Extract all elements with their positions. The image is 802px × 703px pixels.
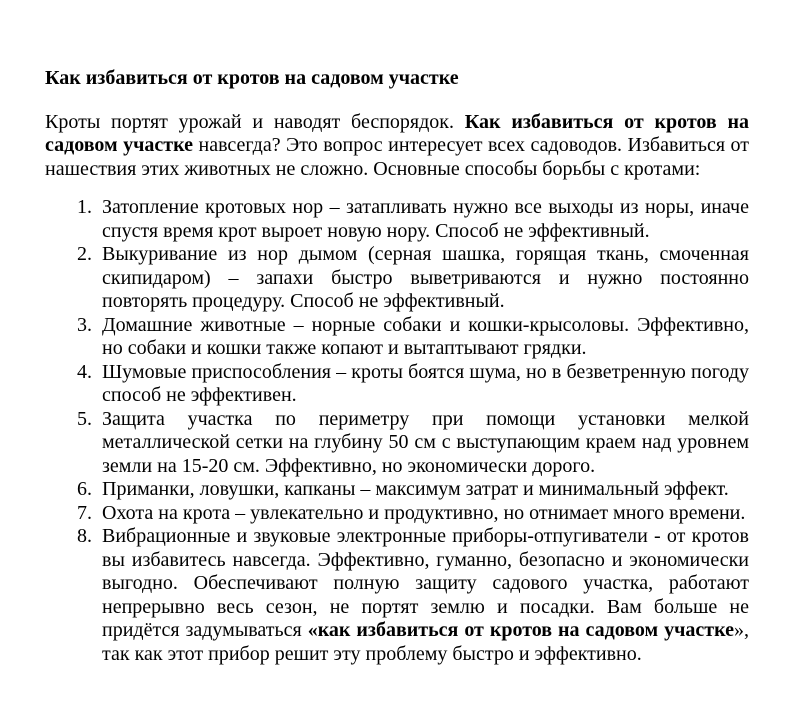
item-text: Приманки, ловушки, капканы – максимум затрат и минимальный эффект. [102, 478, 729, 500]
item-number: 7. [77, 501, 92, 524]
item-text: Домашние животные – норные собаки и кошки-крысоловы. Эффективно, но собаки и кошки также копают и вытаптывают грядки. [102, 313, 749, 359]
list-item-smoke [45, 243, 749, 314]
document-title: Как избавиться от кротов на садовом участке [45, 67, 459, 89]
methods-list [45, 196, 749, 666]
item-text: Затопление кротовых нор – затапливать нужно все выходы из норы, иначе спустя время крот выроет новую нору. Способ не эффективный. [102, 196, 749, 242]
intro-text-segment: навсегда? Это вопрос интересует всех садоводов. Избавиться от нашествия этих животных не сложно. Основные способы борьбы с кротами: [45, 134, 750, 180]
list-item-noise [45, 361, 749, 408]
item-text: Выкуривание из нор дымом (серная шашка, горящая ткань, смоченная скипидаром) – запахи быстро выветриваются и нужно постоянно повторять процедуру. Способ не эффективный. [102, 243, 749, 312]
item-number: 1. [77, 196, 92, 218]
list-item-mesh-fence [45, 408, 749, 479]
intro-bold-keyphrase: Как избавиться от кротов на садовом участке [45, 110, 749, 156]
item-number: 6. [77, 478, 92, 500]
item-number: 2. [77, 243, 92, 265]
item-text [102, 525, 749, 665]
item-number: 8. [77, 525, 92, 547]
item-text: Защита участка по периметру при помощи установки мелкой металлической сетки на глубину 50 см с выступающим краем над уровнем земли на 15-20 см. Эффективно, но экономически дорого. [102, 407, 749, 477]
item-text-segment: Вибрационные и звуковые электронные приборы-отпугиватели - от кротов вы избавитесь навсегда. Эффективно, гуманно, безопасно и экономически выгодно. Обеспечивают полную защиту садового участка, работают непрерывно весь сезон, не портят землю и посадки. Вам больше не придётся задумываться [102, 525, 749, 641]
list-item-traps [45, 478, 749, 502]
list-item-flooding [45, 196, 749, 243]
item-text-segment: », так как этот прибор решит эту проблему быстро и эффективно. [102, 619, 749, 665]
list-item-electronic-repellers [45, 525, 749, 666]
intro-text-segment: Кроты портят урожай и наводят беспорядок. [45, 110, 465, 133]
list-item-pets [45, 314, 749, 361]
item-number: 3. [77, 313, 92, 336]
list-item-hunting [45, 502, 749, 526]
item-number: 5. [77, 407, 92, 430]
intro-paragraph [45, 111, 749, 182]
item-bold-keyphrase: «как избавиться от кротов на садовом участке [307, 619, 734, 641]
item-text: Шумовые приспособления – кроты боятся шума, но в безветренную погоду способ не эффективен. [102, 360, 749, 406]
item-text: Охота на крота – увлекательно и продуктивно, но отнимает много времени. [102, 501, 746, 524]
document-content [45, 67, 749, 666]
item-number: 4. [77, 360, 92, 383]
